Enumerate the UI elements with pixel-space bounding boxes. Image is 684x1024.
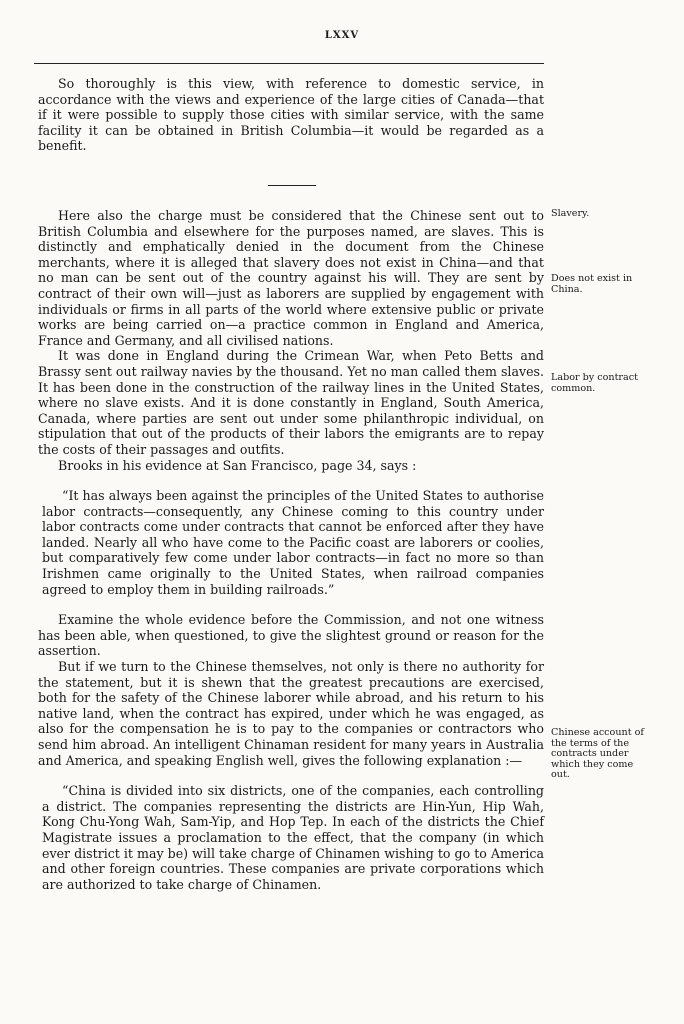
page-number: LXXV (324, 30, 360, 41)
paragraph: Examine the whole evidence before the Commission, and not one witness has been able, when questioned, to give the slightest ground or reason for the assertion. (38, 612, 544, 659)
paragraph: So thoroughly is this view, with reference to domestic service, in accordance with the views and experience of the large cities of Canada—that if it were possible to supply those cities with similar service, with the same facility it can be obtained in British Columbia—it would be regarded as a benefit. (38, 76, 544, 154)
paragraph: Brooks in his evidence at San Francisco, page 34, says : (58, 457, 417, 473)
quotation-chinese-explanation: “China is divided into six districts, one of the companies, each controlling a district. The companies representing the districts are Hin-Yun, Hip Wah, Kong Chu-Yong Wah, Sam-Yip, and Hop Tep. In each of the districts the Chief Magistrate issues a proclamation to the effect, that the company (in which ever district it may be) will take charge of Chinamen wishing to go to America and other foreign countries. These companies are private corporations which are authorized to take charge of Chinamen. (42, 783, 544, 892)
header-rule (34, 63, 544, 64)
margin-note-slavery: Slavery. (551, 208, 590, 219)
margin-note-chinese-account: Chinese account of the terms of the contracts under which they come out. (551, 727, 644, 781)
paragraph-block-2 (38, 208, 544, 892)
margin-note-labor-contract: Labor by contract common. (551, 372, 638, 394)
paragraph: Here also the charge must be considered that the Chinese sent out to British Columbia and elsewhere for the purposes named, are slaves. This is distinctly and emphatically denied in the document from the Chinese merchants, where it is alleged that slavery does not exist in China—and that no man can be sent out of the country against his will. They are sent by contract of their own will—just as laborers are supplied by engagement with individuals or firms in all parts of the world where extensive public or private works are being carried on—a practice common in England and America, France and Germany, and all civilised nations. (38, 208, 544, 348)
paragraph: But if we turn to the Chinese themselves, not only is there no authority for the statement, but it is shewn that the greatest precautions are exercised, both for the safety of the Chinese laborer while abroad, and his return to his native land, when the contract has expired, under which he was engaged, as also for the compensation he is to pay to the companies or contractors who send him abroad. An intelligent Chinaman resident for many years in Australia and America, and speaking English well, gives the following explanation :— (38, 659, 544, 768)
margin-note-does-not-exist: Does not exist in China. (551, 273, 633, 295)
quotation-brooks: “It has always been against the principles of the United States to authorise labor contracts—consequently, any Chinese coming to this country under labor contracts come under contracts that cannot be enforced after they have landed. Nearly all who have come to the Pacific coast are laborers or coolies, but comparatively few come under labor contracts—in fact no more so than Irishmen came originally to the United States, when railroad companies agreed to employ them in building railroads.” (42, 488, 544, 597)
paragraph-block-1 (38, 76, 544, 154)
section-separator (268, 185, 316, 186)
paragraph: It was done in England during the Crimean War, when Peto Betts and Brassy sent out railway navies by the thousand. Yet no man called them slaves. It has been done in the construction of the railway lines in the United States, where no slave exists. And it is done constantly in England, South America, Canada, where parties are sent out under some philanthropic individual, on stipulation that out of the products of their labors the emigrants are to repay the costs of their passages and outfits. (38, 348, 544, 457)
